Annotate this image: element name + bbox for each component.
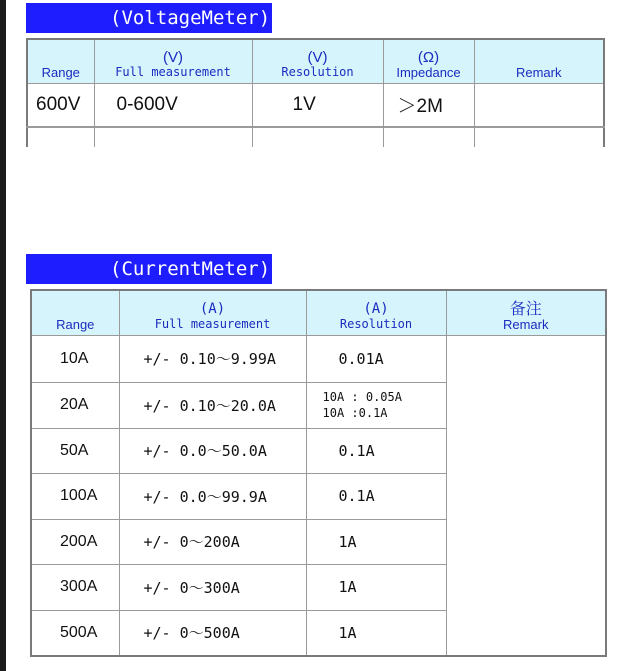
current-range-cell: 100A: [31, 473, 119, 519]
voltage-resolution-cell: 1V: [252, 83, 383, 127]
current-header-resolution: (A) Resolution: [306, 290, 446, 335]
current-full-cell: +/- 0～500A: [119, 610, 306, 656]
resolution-line: 10A :0.1A: [322, 406, 388, 420]
current-range-cell: 500A: [31, 610, 119, 656]
voltage-header-impedance: (Ω) Impedance: [383, 39, 474, 83]
current-resolution-cell: [306, 382, 446, 428]
voltage-remark-cell: [474, 83, 604, 127]
current-range-cell: 10A: [31, 335, 119, 382]
voltage-header-resolution: (V) Resolution: [252, 39, 383, 83]
current-resolution-cell: 1A: [306, 564, 446, 610]
voltage-range-cell: 600V: [27, 83, 94, 127]
voltage-table-cut-row: [27, 127, 604, 147]
current-header-full: (A) Full measurement: [119, 290, 306, 335]
table-row: [27, 83, 604, 127]
current-header-row: [31, 290, 606, 335]
voltage-impedance-cell: ＞2M: [383, 83, 474, 127]
voltage-header-remark: Remark: [474, 39, 604, 83]
current-range-cell: 200A: [31, 519, 119, 564]
current-resolution-cell: 1A: [306, 519, 446, 564]
table-row: [31, 335, 606, 382]
voltage-header-range: Range: [27, 39, 94, 83]
current-full-cell: +/- 0.0～50.0A: [119, 428, 306, 473]
current-range-cell: 20A: [31, 382, 119, 428]
current-header-remark: 备注 Remark: [446, 290, 606, 335]
current-resolution-cell: 0.01A: [306, 335, 446, 382]
current-meter-title: (CurrentMeter): [26, 254, 272, 284]
current-full-cell: +/- 0.10～9.99A: [119, 335, 306, 382]
current-header-range: Range: [31, 290, 119, 335]
current-full-cell: +/- 0～300A: [119, 564, 306, 610]
current-full-cell: +/- 0.10～20.0A: [119, 382, 306, 428]
current-resolution-cell: 0.1A: [306, 428, 446, 473]
voltage-header-full: (V) Full measurement: [94, 39, 252, 83]
current-range-cell: 300A: [31, 564, 119, 610]
current-remark-cell: [446, 335, 606, 656]
current-resolution-cell: 1A: [306, 610, 446, 656]
voltage-meter-title: (VoltageMeter): [26, 3, 272, 33]
current-full-cell: +/- 0.0～99.9A: [119, 473, 306, 519]
voltage-spec-table: [26, 38, 605, 147]
current-spec-table: [30, 289, 607, 657]
resolution-line: 10A : 0.05A: [322, 390, 402, 404]
voltage-full-cell: 0-600V: [94, 83, 252, 127]
left-edge-bar: [0, 0, 6, 671]
voltage-header-row: [27, 39, 604, 83]
current-full-cell: +/- 0～200A: [119, 519, 306, 564]
current-range-cell: 50A: [31, 428, 119, 473]
current-resolution-cell: 0.1A: [306, 473, 446, 519]
